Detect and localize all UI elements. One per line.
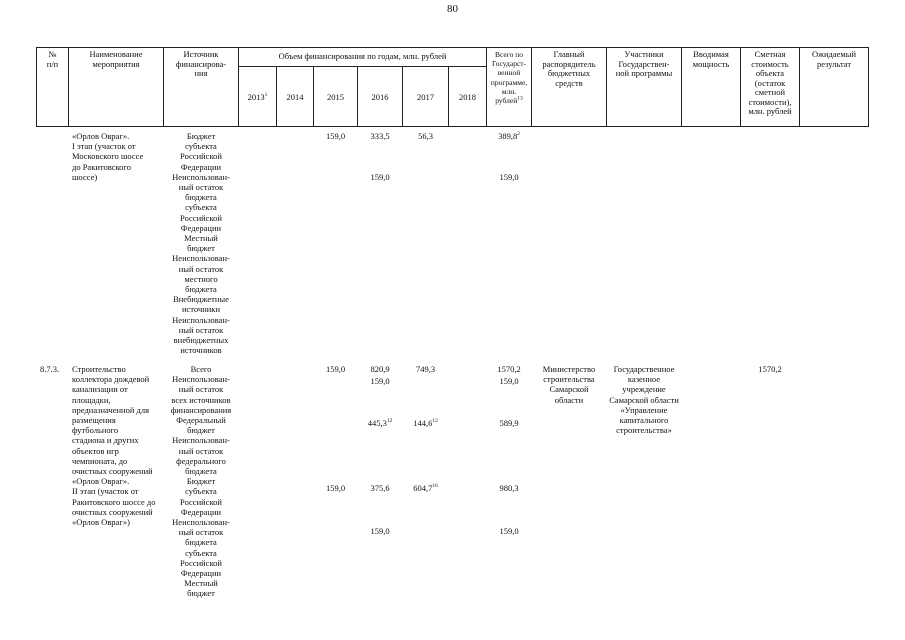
header-year-2013: 2013$^1$ [247, 92, 268, 102]
header-year-2016: 2016 [371, 92, 389, 102]
block1-row1-2015: 159,0 [325, 131, 346, 141]
block2-number: 8.7.3. [40, 364, 60, 374]
block2-total-sum: 1570,2 [497, 364, 521, 374]
header-bottom-border [36, 126, 868, 127]
block2-federal-2017: 144,6$^{12}$ [413, 418, 438, 428]
block2-regional-2016: 375,6 [370, 483, 390, 493]
block1-row2-2016: 159,0 [370, 172, 390, 182]
table-header [0, 0, 905, 130]
block2-regional-2017: 604,7$^{16}$ [413, 483, 438, 493]
block2-federal-total: 589,9 [499, 418, 519, 428]
header-funding-group: Объем финансирования по годам, млн. рублей [278, 51, 447, 61]
block2-name: Строительство коллектора дождевой канализации от площадки, предназначенной для размещения футбольного стадиона и других объектов игр чемпионата, до очистных сооружений «Орлов Овраг». II этап (участок от Ракитовского шоссе до очистных сооружений «Орлов Овраг») [72, 364, 156, 528]
block1-row1-2016: 333,5 [370, 131, 390, 141]
header-year-2014: 2014 [286, 92, 304, 102]
block1-name: «Орлов Овраг». I этап (участок от Московского шоссе до Ракитовского шоссе) [72, 131, 144, 182]
block2-cost: 1570,2 [758, 364, 782, 374]
block2-unused-all-2016: 159,0 [370, 376, 390, 386]
header-year-2017: 2017 [417, 92, 434, 102]
header-col-number: № п/п [46, 49, 59, 69]
header-col-participants: Участники Государствен- ной программы [615, 49, 673, 78]
block2-unused-regional-total: 159,0 [499, 526, 519, 536]
header-col-total: Всего по Государст- венной программе, млн. рублей$^{13}$ [490, 50, 528, 106]
block2-participants: Государственное казенное учреждение Самарской области «Управление капитального строительства» [609, 364, 679, 436]
block1-source-list: Бюджет субъекта Российской Федерации Неиспользован- ный остаток бюджета субъекта Российской Федерации Местный бюджет Неиспользован- ный остаток местного бюджета Внебюджетные источники Неиспользован- ный остаток внебюджетных источников [172, 131, 230, 356]
header-col-source: Источник финансирова- ния [175, 49, 227, 78]
block2-source-list: Всего Неиспользован- ный остаток всех источников финансирования Федеральный бюджет Неиспользован- ный остаток федерального бюджета Бюджет субъекта Российской Федерации Неиспользован- ный остаток бюджета субъекта Российской Федерации Местный бюджет [170, 364, 232, 599]
block1-row2-total: 159,0 [499, 172, 519, 182]
block2-total-2017: 749,3 [415, 364, 436, 374]
block1-row1-2017: 56,3 [418, 131, 433, 141]
header-year-2018: 2018 [459, 92, 476, 102]
header-top-border [36, 47, 868, 48]
block2-unused-all-total: 159,0 [499, 376, 519, 386]
header-col-result: Ожидаемый результат [811, 49, 857, 69]
page-number: 80 [447, 3, 458, 15]
block2-federal-2016: 445,3$^{12}$ [367, 418, 393, 428]
block2-unused-regional-2016: 159,0 [370, 526, 390, 536]
block2-regional-total: 980,3 [499, 483, 519, 493]
header-year-2015: 2015 [327, 92, 344, 102]
block1-row1-total: 389,8$^2$ [498, 131, 520, 141]
block2-total-2015: 159,0 [325, 364, 346, 374]
header-col-capacity: Вводимая мощность [692, 49, 730, 69]
block2-manager: Министерство строительства Самарской области [542, 364, 596, 405]
header-col-name: Наименование мероприятия [89, 49, 143, 69]
block2-regional-2015: 159,0 [325, 483, 346, 493]
block2-total-2016: 820,9 [370, 364, 390, 374]
header-col-manager: Главный распорядитель бюджетных средств [542, 49, 596, 88]
vline [868, 47, 869, 127]
header-col-cost: Сметная стоимость объекта (остаток сметной стоимости), млн. рублей [748, 49, 792, 116]
